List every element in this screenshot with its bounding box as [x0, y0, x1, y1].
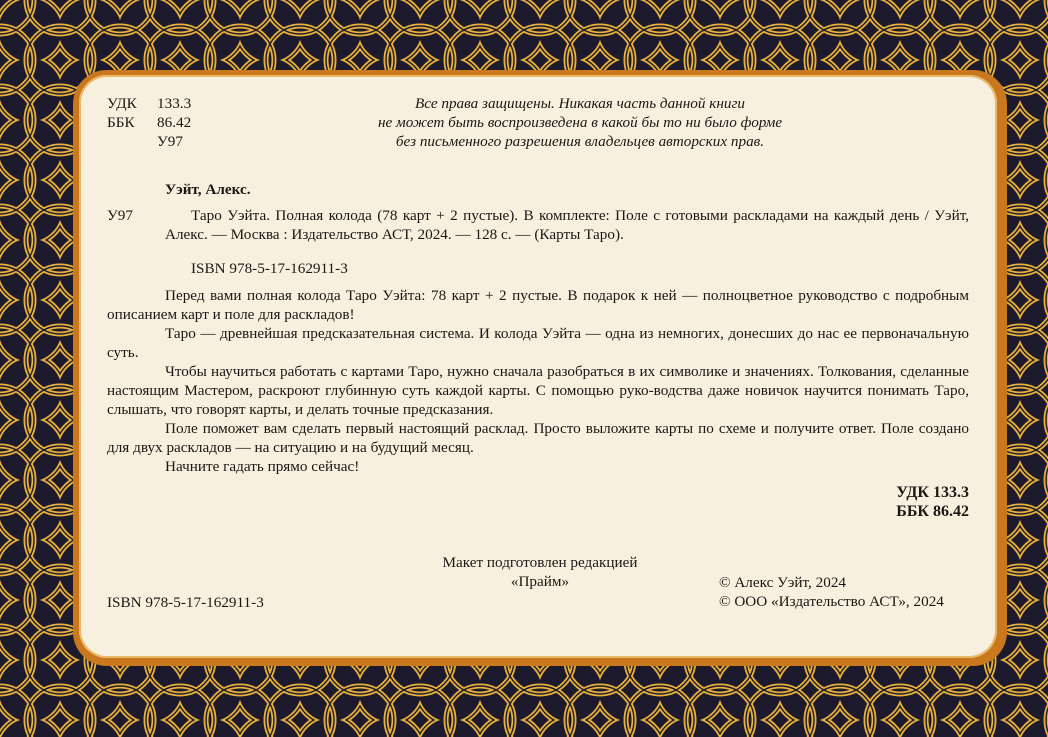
annotation-paragraph: Чтобы научиться работать с картами Таро, нужно сначала разобраться в их символике и значениях. Толкования, сделанные настоящим Мастером, раскроют глубинную суть каждой карты. С помощью руко-водства даже новичок научится понимать Таро, слышать, что говорят карты, и делать точные предсказания. [107, 363, 969, 418]
rights-line: без письменного разрешения владельцев авторских прав. [395, 133, 765, 150]
classification-block [896, 483, 969, 521]
annotation-paragraph: Перед вами полная колода Таро Уэйта: 78 карт + 2 пустые. В подарок к ней — полноцветное руководство с подробным описанием карт и поле для раскладов! [107, 287, 969, 323]
bbk-code: ББК 86.42 [896, 503, 969, 520]
annotation-paragraph: Поле поможет вам сделать первый настоящий расклад. Просто выложите карты по схеме и получите ответ. Поле создано для двух раскладов — на ситуацию и на будущий месяц. [107, 420, 969, 456]
copyright-line: © ООО «Издательство АСТ», 2024 [719, 593, 944, 610]
imprint-line: Макет подготовлен редакцией [442, 554, 638, 571]
annotation [107, 286, 969, 476]
bibliographic-record: Таро Уэйта. Полная колода (78 карт + 2 пустые). В комплекте: Поле с готовыми раскладами на каждый день / Уэйт, Алекс. — Москва : Издательство АСТ, 2024. — 128 с. — (Карты Таро). [165, 207, 969, 243]
udk-label: УДК [107, 95, 137, 112]
bbk-label: ББК [107, 114, 135, 131]
annotation-paragraph: Начните гадать прямо сейчас! [165, 458, 360, 475]
copyright-block [719, 573, 944, 611]
isbn-record: ISBN 978-5-17-162911-3 [191, 260, 348, 277]
classification-codes [107, 94, 191, 151]
bbk-value: 86.42 [157, 114, 192, 131]
udk-value: 133.3 [157, 95, 192, 112]
copyright-line: © Алекс Уэйт, 2024 [719, 574, 847, 591]
annotation-paragraph: Таро — древнейшая предсказательная система. И колода Уэйта — одна из немногих, донесших до нас ее первоначальную суть. [107, 325, 969, 361]
rights-line: не может быть воспроизведена в какой бы то ни было форме [377, 114, 783, 131]
author-sign: У97 [157, 133, 183, 150]
udk-code: УДК 133.3 [896, 484, 969, 501]
imprint-line: «Прайм» [510, 573, 570, 590]
imprint [380, 553, 700, 591]
rights-line: Все права защищены. Никакая часть данной книги [415, 95, 745, 112]
rights-notice [300, 94, 860, 151]
isbn-footer: ISBN 978-5-17-162911-3 [107, 594, 264, 611]
catalog-signum: У97 [107, 207, 133, 224]
author-heading: Уэйт, Алекс. [165, 181, 251, 198]
